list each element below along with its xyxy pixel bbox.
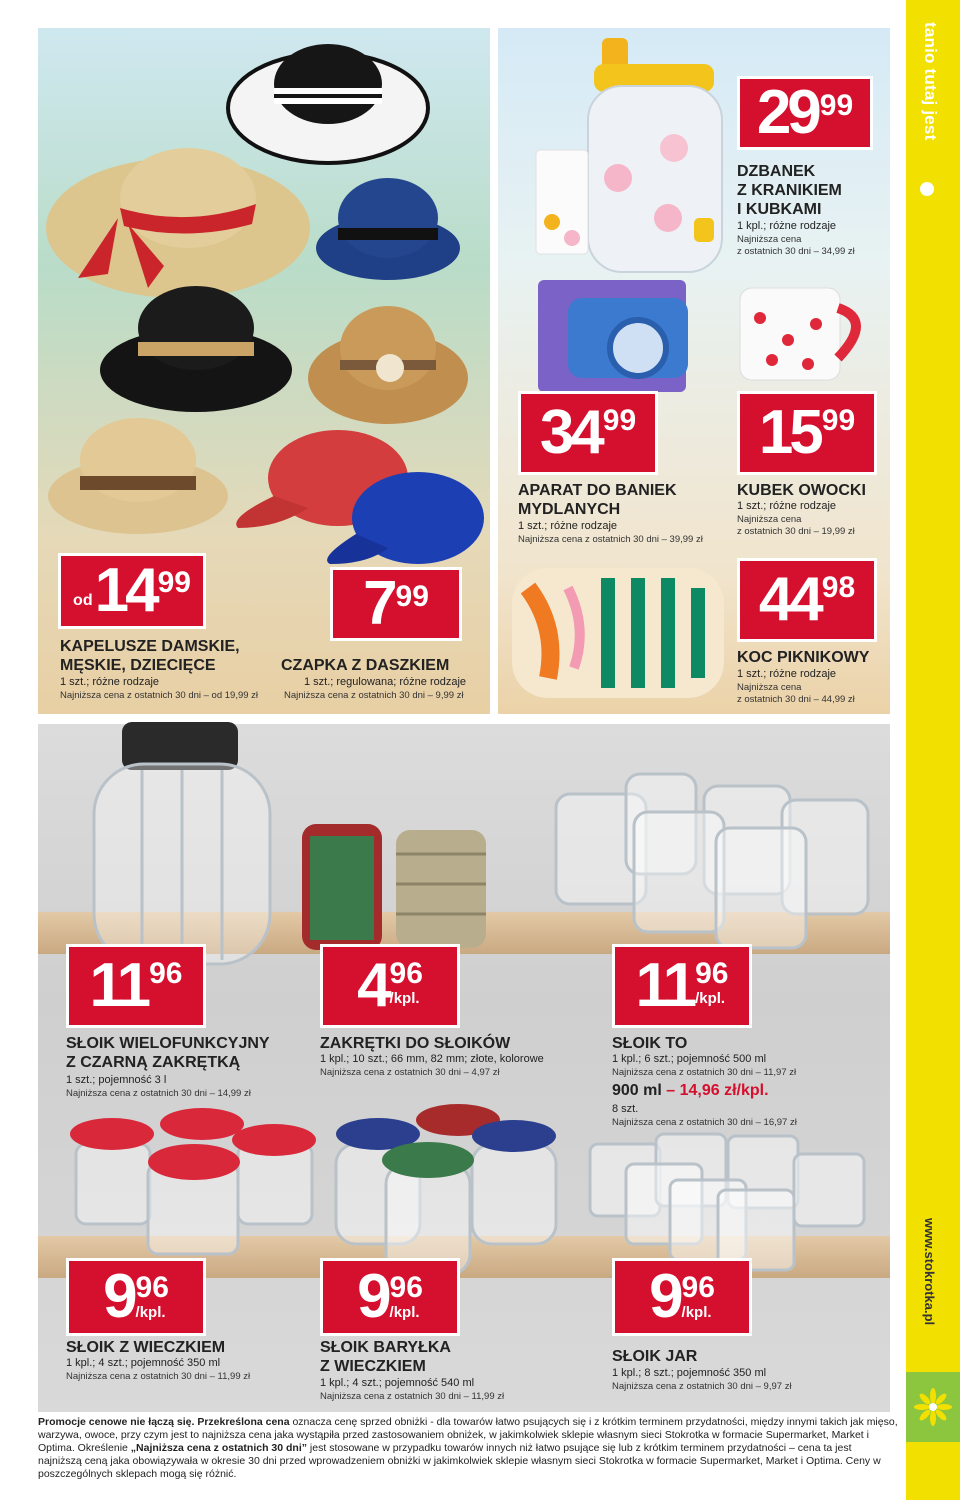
blanket-name: KOC PIKNIKOWY [737,649,870,666]
jug-desc: 1 kpl.; różne rodzaje [737,220,837,232]
lids-price-tag [320,944,460,1028]
mug-lowest-price: Najniższa cena z ostatnich 30 dni – 19,99 zł [737,514,855,537]
colorful-lids-image [302,824,486,950]
price-cents: 96 [389,957,423,990]
cap-lowest-price: Najniższa cena z ostatnich 30 dni – 9,99 zł [284,690,464,701]
black-fedora-image [100,286,292,412]
price-main: 9 [649,1262,680,1331]
blanket-image [512,568,724,698]
price-main: 11 [635,951,694,1020]
jar-multi-name: SŁOIK WIELOFUNKCYJNY Z CZARNĄ ZAKRĘTKĄ [66,1035,270,1071]
jar-multi-desc: 1 szt.; pojemność 3 l [66,1074,167,1086]
price-prefix: od [73,592,93,609]
multi-jar-image [94,722,270,964]
slogan-dot [920,182,934,196]
hats-lowest-price: Najniższa cena z ostatnich 30 dni – od 19,99 zł [60,690,259,701]
white-hat-image [228,44,428,163]
price-unit: /kpl. [681,1304,712,1321]
jar-jar-image [590,1134,864,1270]
straw-fedora-image [48,418,228,534]
footer-text-1: oznacza cenę sprzed obniżki - dla towarów łatwo psujących się i z krótkim terminem przydatności, między innymi takich jak mięso, warzywa, owoce, przy czym jest to najniższa cena jaka wystąpiła przed zastosowaniem obniżek, w jakimkolwiek sklepie własnym sieci Stokrotka w formacie Supermarket, Market i Optima. Określenie [38,1416,898,1454]
straw-hat-red-ribbon-image [46,148,310,298]
jar-barrel-price-tag [320,1258,460,1336]
price-main: 29 [756,78,818,147]
price-cents: 99 [157,566,191,599]
jar-multi-price-tag [66,944,206,1028]
price-cents: 98 [821,571,856,604]
price-main: 15 [758,398,820,467]
jar-to-900ml-lowest-price: Najniższa cena z ostatnich 30 dni – 16,97 zł [612,1117,797,1128]
mug-image [740,288,856,380]
cap-price-tag [330,567,462,641]
price-main: 4 [357,951,388,1020]
legal-footer [38,1416,898,1481]
bubble-name: APARAT DO BANIEK MYDLANYCH [518,482,677,518]
jar-jar-desc: 1 kpl.; 8 szt.; pojemność 350 ml [612,1367,767,1379]
jug-name: DZBANEK Z KRANIKIEM I KUBKAMI [737,163,842,218]
jar-jar-lowest-price: Najniższa cena z ostatnich 30 dni – 9,97 zł [612,1381,792,1392]
lids-name: ZAKRĘTKI DO SŁOIKÓW [320,1035,511,1052]
price-unit: /kpl. [389,1304,420,1321]
jar-to-name: SŁOIK TO [612,1035,688,1052]
price-cents: 96 [389,1271,423,1304]
price-cents: 96 [135,1271,169,1304]
price-cents: 96 [149,957,183,990]
jar-to-desc: 1 kpl.; 6 szt.; pojemność 500 ml [612,1053,767,1065]
hats-price-tag [58,553,206,629]
jar-barrel-desc: 1 kpl.; 4 szt.; pojemność 540 ml [320,1377,475,1389]
footer-bold-3: „Najniższa cena z ostatnich 30 dni” [130,1442,308,1454]
cups-image [536,150,588,254]
jar-lid-name: SŁOIK Z WIECZKIEM [66,1339,226,1356]
jug-price-tag [737,76,873,150]
price-main: 14 [94,556,156,625]
website-link[interactable]: www.stokrotka.pl [922,1218,937,1326]
jug-image [588,38,722,272]
jar-barrel-name: SŁOIK BARYŁKA Z WIECZKIEM [320,1339,451,1375]
jar-lid-desc: 1 kpl.; 4 szt.; pojemność 350 ml [66,1357,221,1369]
price-cents: 96 [681,1271,715,1304]
hats-desc: 1 szt.; różne rodzaje [60,676,160,688]
stokrotka-logo [906,1372,960,1442]
price-main: 11 [89,951,148,1020]
jar-jar-name: SŁOIK JAR [612,1348,698,1365]
blue-palm-hat-image [316,178,460,280]
price-main: 34 [539,398,601,467]
price-main: 7 [363,569,394,638]
jug-lowest-price: Najniższa cena z ostatnich 30 dni – 34,99 zł [737,234,855,257]
hats-illustration [38,28,490,548]
cap-name: CZAPKA Z DASZKIEM [281,657,450,674]
offer-price: – 14,96 zł/kpl. [661,1082,769,1099]
price-unit: /kpl. [695,990,726,1007]
blanket-desc: 1 szt.; różne rodzaje [737,668,837,680]
jar-jar-price-tag [612,1258,752,1336]
mug-price-tag [737,391,877,475]
price-cents: 99 [602,404,637,437]
cap-desc: 1 szt.; regulowana; różne rodzaje [304,676,467,688]
price-cents: 96 [695,957,729,990]
price-cents: 99 [819,89,854,122]
price-unit: /kpl. [389,990,420,1007]
price-main: 9 [103,1262,134,1331]
jar-to-lowest-price: Najniższa cena z ostatnich 30 dni – 11,97 zł [612,1067,797,1078]
footer-bold-2: Przekreślona cena [197,1416,290,1428]
footer-bold-1: Promocje cenowe nie łączą się. [38,1416,195,1428]
jar-lid-price-tag [66,1258,206,1336]
jar-to-price-tag [612,944,752,1028]
straw-bow-hat-image [308,306,468,424]
hats-name: KAPELUSZE DAMSKIE, MĘSKIE, DZIECIĘCE [60,638,240,674]
jar-to-900ml-desc: 8 szt. [612,1103,639,1115]
bubble-price-tag [518,391,658,475]
jar-to-image [556,774,868,948]
price-cents: 99 [395,580,429,613]
footer-text-2: jest stosowane w przypadku towarów innych niż łatwo psujące się lub z krótkim terminem przydatności – cena ta jest najniższą ceną jaka obowiązywała w okresie 30 dni przed wprowadzeniem obniżki w jakimkolwiek sklepie własnym sieci Stokrotka w formacie Supermarket, Market i Optima. Ceny w poszczególnych sklepach mogą się różnić. [38,1442,881,1480]
jar-to-900ml-offer [612,1082,769,1100]
jar-barrel-lowest-price: Najniższa cena z ostatnich 30 dni – 11,99 zł [320,1391,505,1402]
price-main: 9 [357,1262,388,1331]
lids-desc: 1 kpl.; 10 szt.; 66 mm, 82 mm; złote, kolorowe [320,1053,544,1065]
blanket-price-tag [737,558,877,642]
checkered-lid-jars-image [70,1108,316,1254]
flower-icon [906,1372,960,1442]
bubble-camera-image [538,280,688,392]
mug-name: KUBEK OWOCKI [737,482,866,499]
lids-lowest-price: Najniższa cena z ostatnich 30 dni – 4,97 zł [320,1067,500,1078]
price-unit: /kpl. [135,1304,166,1321]
mug-desc: 1 szt.; różne rodzaje [737,500,837,512]
jar-lid-lowest-price: Najniższa cena z ostatnich 30 dni – 11,99 zł [66,1371,251,1382]
barrel-jars-image [336,1104,556,1274]
bubble-lowest-price: Najniższa cena z ostatnich 30 dni – 39,99 zł [518,534,703,545]
blanket-lowest-price: Najniższa cena z ostatnich 30 dni – 44,99 zł [737,682,855,705]
slogan: tanio tutaj jest [921,22,940,141]
jar-multi-lowest-price: Najniższa cena z ostatnich 30 dni – 14,99 zł [66,1088,251,1099]
price-main: 44 [758,565,820,634]
price-cents: 99 [821,404,856,437]
bubble-desc: 1 szt.; różne rodzaje [518,520,618,532]
offer-size: 900 ml [612,1082,662,1099]
side-strip [906,0,960,1500]
